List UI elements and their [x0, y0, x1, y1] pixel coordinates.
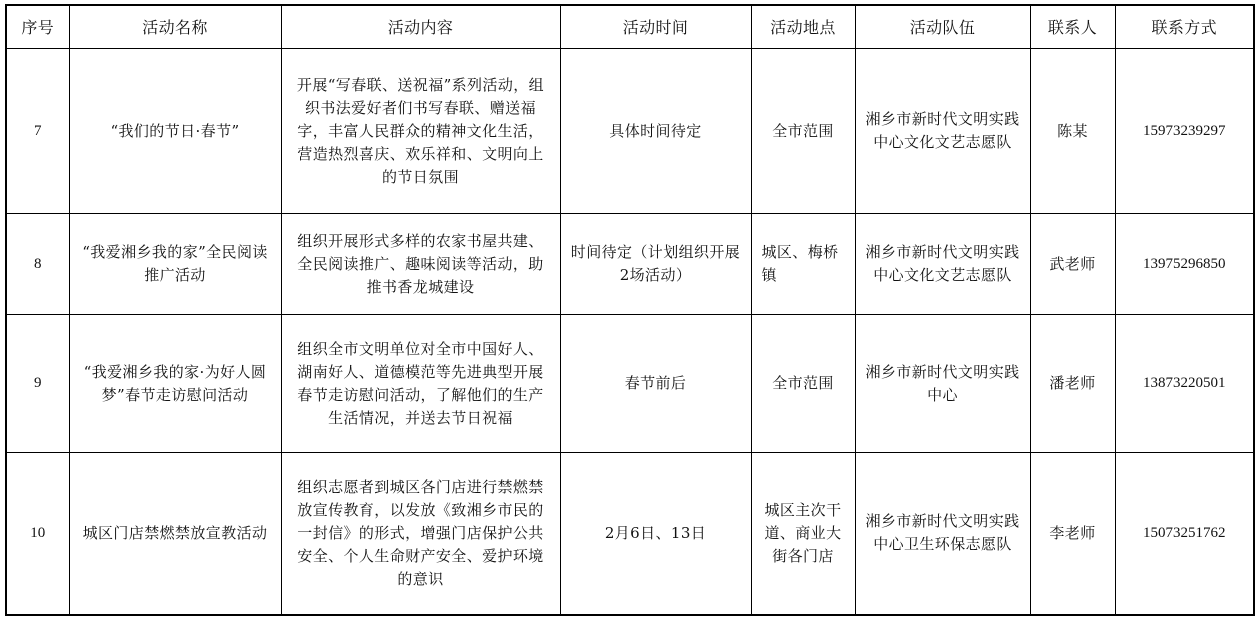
row-activity-name: “我爱湘乡我的家·为好人圆梦”春节走访慰问活动 [69, 315, 281, 453]
row-activity-time: 春节前后 [560, 315, 751, 453]
row-index: 8 [6, 214, 69, 315]
row-activity-name: “我爱湘乡我的家”全民阅读推广活动 [69, 214, 281, 315]
row-contact-person: 武老师 [1030, 214, 1115, 315]
row-index: 10 [6, 453, 69, 615]
header-location: 活动地点 [751, 5, 855, 49]
header-contact: 联系人 [1030, 5, 1115, 49]
row-activity-location: 全市范围 [751, 49, 855, 214]
header-name: 活动名称 [69, 5, 281, 49]
row-activity-name: 城区门店禁燃禁放宣教活动 [69, 453, 281, 615]
row-index: 7 [6, 49, 69, 214]
row-activity-content: 组织开展形式多样的农家书屋共建、全民阅读推广、趣味阅读等活动，助推书香龙城建设 [281, 214, 560, 315]
row-activity-name: “我们的节日·春节” [69, 49, 281, 214]
row-contact-person: 潘老师 [1030, 315, 1115, 453]
activity-table [5, 4, 1255, 616]
table-row [6, 214, 1254, 315]
row-activity-time: 时间待定（计划组织开展2场活动） [560, 214, 751, 315]
table-row [6, 49, 1254, 214]
table-row [6, 453, 1254, 615]
header-time: 活动时间 [560, 5, 751, 49]
row-activity-team: 湘乡市新时代文明实践中心卫生环保志愿队 [855, 453, 1030, 615]
header-index: 序号 [6, 5, 69, 49]
row-activity-content: 组织全市文明单位对全市中国好人、湖南好人、道德模范等先进典型开展春节走访慰问活动，了解他们的生产生活情况，并送去节日祝福 [281, 315, 560, 453]
row-activity-team: 湘乡市新时代文明实践中心文化文艺志愿队 [855, 49, 1030, 214]
row-contact-phone: 13873220501 [1115, 315, 1254, 453]
table-row [6, 315, 1254, 453]
row-activity-time: 2月6日、13日 [560, 453, 751, 615]
row-activity-team: 湘乡市新时代文明实践中心文化文艺志愿队 [855, 214, 1030, 315]
header-content: 活动内容 [281, 5, 560, 49]
row-contact-phone: 13975296850 [1115, 214, 1254, 315]
row-activity-location: 全市范围 [751, 315, 855, 453]
activity-table-wrapper [5, 4, 1255, 616]
row-contact-phone: 15073251762 [1115, 453, 1254, 615]
row-activity-content: 组织志愿者到城区各门店进行禁燃禁放宣传教育，以发放《致湘乡市民的一封信》的形式，增强门店保护公共安全、个人生命财产安全、爱护环境的意识 [281, 453, 560, 615]
row-activity-time: 具体时间待定 [560, 49, 751, 214]
header-row [6, 5, 1254, 49]
row-activity-team: 湘乡市新时代文明实践中心 [855, 315, 1030, 453]
header-team: 活动队伍 [855, 5, 1030, 49]
row-contact-phone: 15973239297 [1115, 49, 1254, 214]
row-activity-location: 城区主次干道、商业大街各门店 [751, 453, 855, 615]
row-contact-person: 李老师 [1030, 453, 1115, 615]
header-phone: 联系方式 [1115, 5, 1254, 49]
row-index: 9 [6, 315, 69, 453]
row-contact-person: 陈某 [1030, 49, 1115, 214]
row-activity-content: 开展“写春联、送祝福”系列活动，组织书法爱好者们书写春联、赠送福字，丰富人民群众的精神文化生活，营造热烈喜庆、欢乐祥和、文明向上的节日氛围 [281, 49, 560, 214]
row-activity-location: 城区、梅桥镇 [751, 214, 855, 315]
